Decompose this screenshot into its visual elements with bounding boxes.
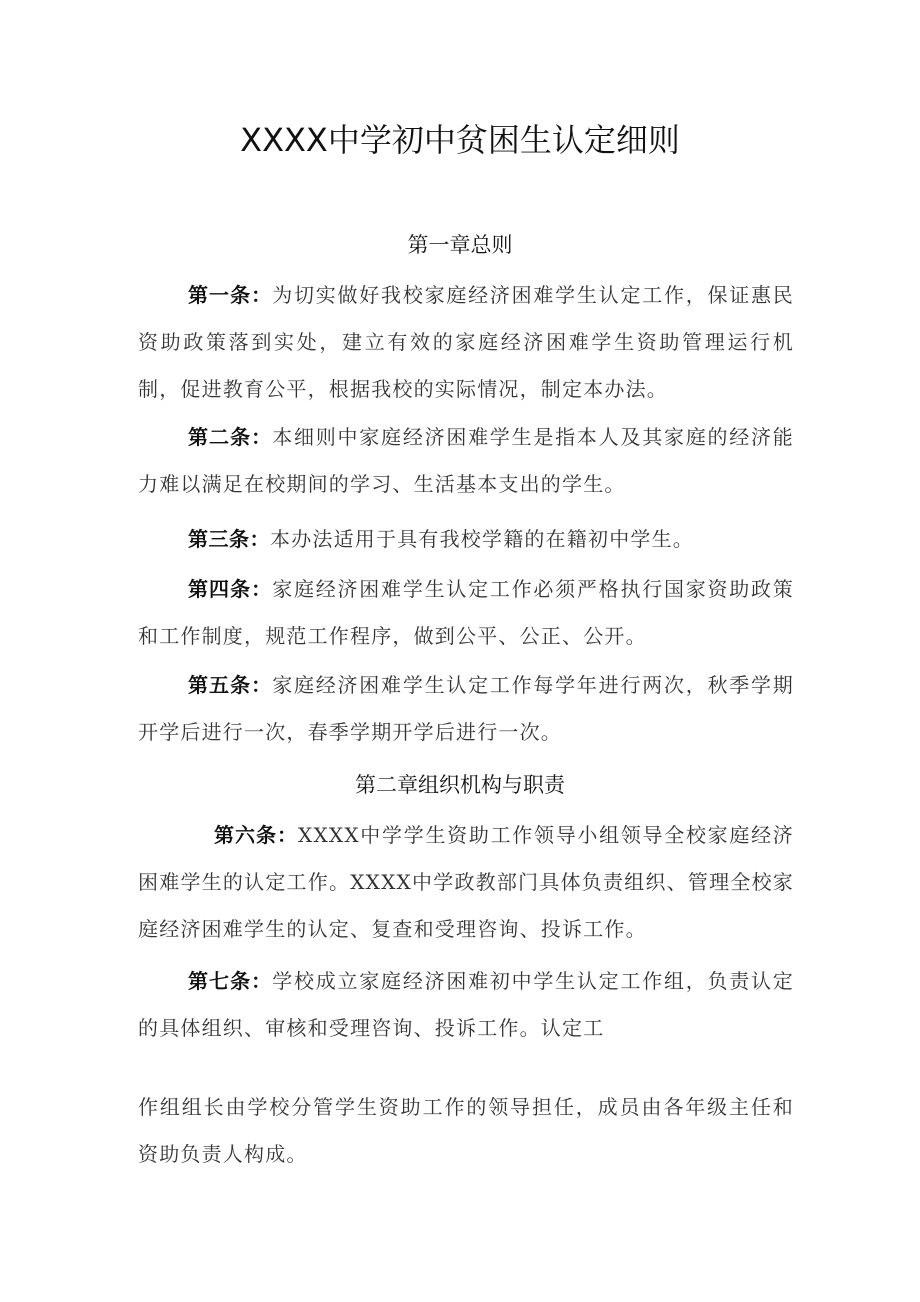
article-6 — [138, 812, 794, 953]
document-title: XXXX中学初中贫困生认定细则 — [240, 121, 680, 159]
article-6-text: XXXX中学学生资助工作领导小组领导全校家庭经济困难学生的认定工作。XXXX中学政教部门具体负责组织、管理全校家庭经济困难学生的认定、复查和受理咨询、投诉工作。 — [138, 823, 794, 941]
article-4-text: 家庭经济困难学生认定工作必须严格执行国家资助政策和工作制度，规范工作程序，做到公平、公正、公开。 — [138, 577, 794, 648]
article-5-label: 第五条： — [188, 673, 273, 697]
article-1 — [138, 272, 794, 413]
article-6-label: 第六条： — [214, 823, 299, 847]
article-7 — [138, 958, 794, 1052]
article-4-label: 第四条： — [188, 577, 273, 601]
article-1-label: 第一条： — [188, 283, 273, 307]
chapter-1-heading: 第一章总则 — [407, 233, 513, 257]
chapter-2-heading: 第二章组织机构与职责 — [355, 773, 565, 797]
article-5 — [138, 662, 794, 756]
article-3-text: 本办法适用于具有我校学籍的在籍初中学生。 — [270, 527, 694, 551]
article-2-label: 第二条： — [188, 425, 273, 449]
article-2 — [138, 414, 794, 508]
article-5-text: 家庭经济困难学生认定工作每学年进行两次，秋季学期开学后进行一次，春季学期开学后进行一次。 — [138, 673, 794, 744]
article-7-label: 第七条： — [188, 969, 273, 993]
article-3 — [138, 516, 794, 563]
article-7-text: 学校成立家庭经济困难初中学生认定工作组，负责认定的具体组织、审核和受理咨询、投诉工作。认定工 — [138, 969, 794, 1040]
article-1-text: 为切实做好我校家庭经济困难学生认定工作，保证惠民资助政策落到实处，建立有效的家庭经济困难学生资助管理运行机制，促进教育公平，根据我校的实际情况，制定本办法。 — [138, 283, 794, 401]
article-2-text: 本细则中家庭经济困难学生是指本人及其家庭的经济能力难以满足在校期间的学习、生活基本支出的学生。 — [138, 425, 794, 496]
article-3-label: 第三条： — [188, 527, 270, 551]
article-4 — [138, 566, 794, 660]
article-7-continuation: 作组组长由学校分管学生资助工作的领导担任，成员由各年级主任和资助负责人构成。 — [138, 1095, 794, 1166]
